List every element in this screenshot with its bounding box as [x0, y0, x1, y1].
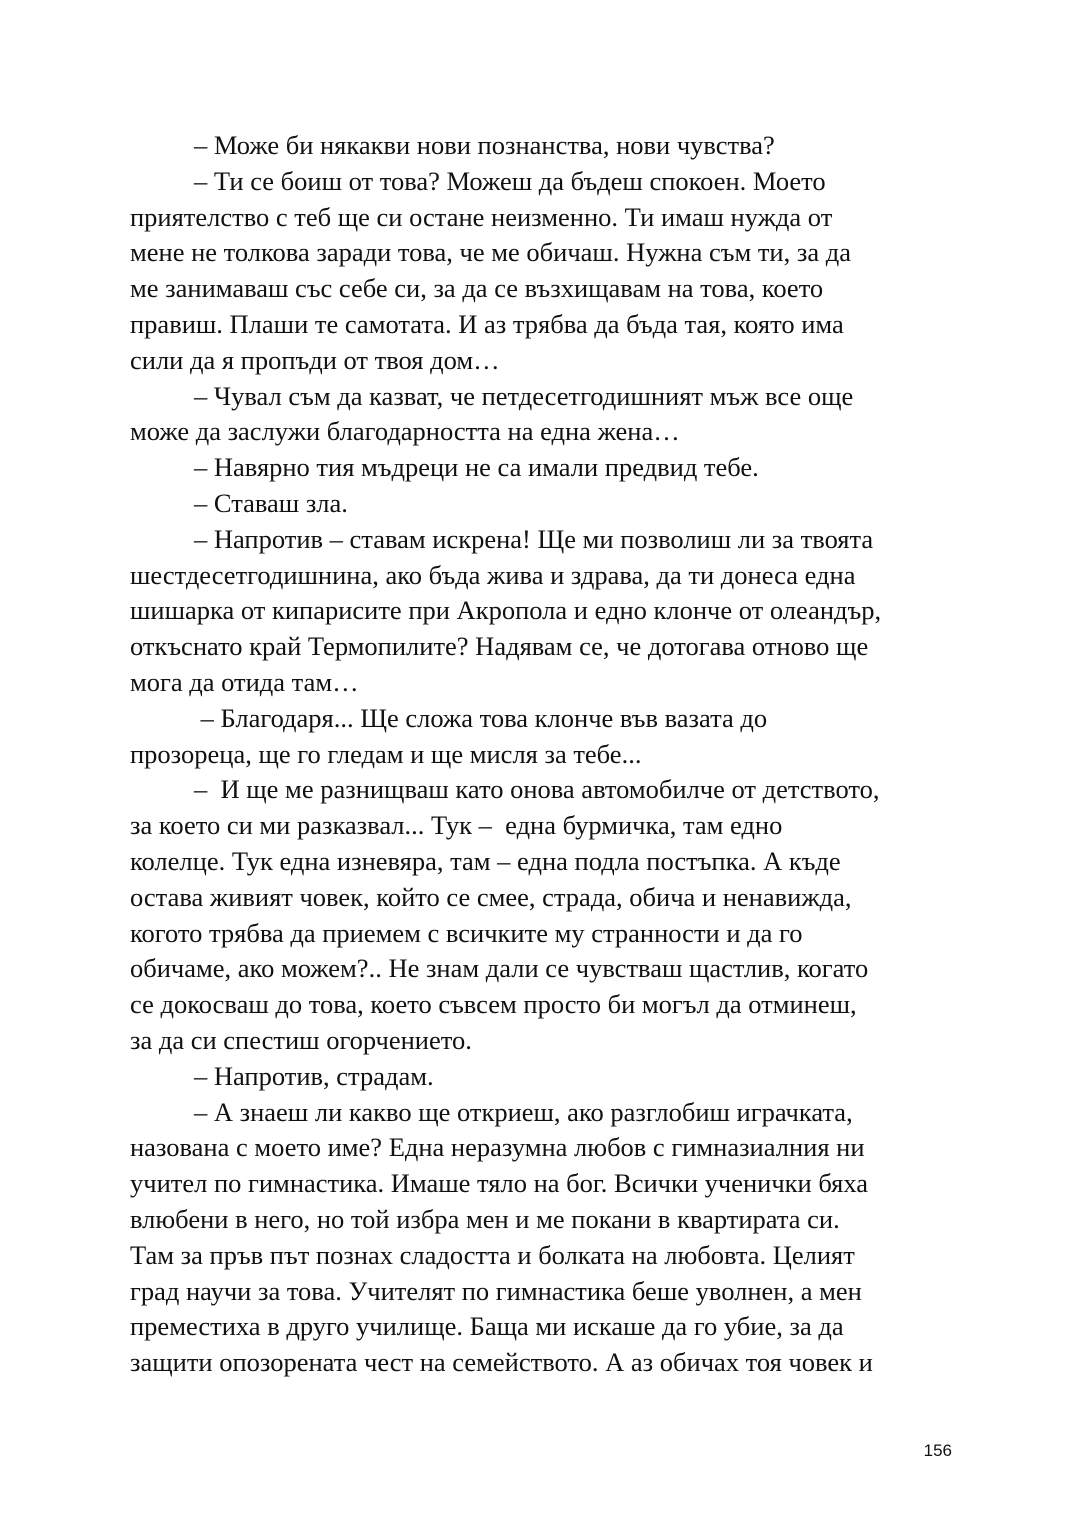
text-line: за да си спестиш огорчението.: [130, 1024, 472, 1055]
body-text: [130, 128, 960, 1381]
text-line: мене не толкова заради това, че ме обичаш. Нужна съм ти, за да: [130, 237, 851, 268]
text-line: – А знаеш ли какво ще откриеш, ако разглобиш играчката,: [194, 1096, 853, 1127]
text-line: за което си ми разказвал... Тук – една бурмичка, там едно: [130, 810, 783, 841]
text-line: – Ти се боиш от това? Можеш да бъдеш спокоен. Моето: [194, 165, 826, 196]
text-line: обичаме, ако можем?.. Не знам дали се чувстваш щастлив, когато: [130, 953, 869, 984]
text-line: ме занимаваш със себе си, за да се възхищавам на това, което: [130, 273, 824, 304]
text-line: шишарка от кипарисите при Акропола и едно клонче от олеандър,: [130, 595, 882, 626]
text-line: остава живият човек, който се смее, страда, обича и ненавижда,: [130, 881, 852, 912]
text-line: откъснато край Термопилите? Надявам се, че дотогава отново ще: [130, 631, 869, 662]
text-line: назована с моето име? Една неразумна любов с гимназиалния ни: [130, 1132, 865, 1163]
text-line: преместиха в друго училище. Баща ми искаше да го убие, за да: [130, 1311, 844, 1342]
text-line: – Напротив, страдам.: [194, 1060, 434, 1091]
text-line: шестдесетгодишнина, ако бъда жива и здрава, да ти донеса една: [130, 559, 856, 590]
text-line: мога да отида там…: [130, 666, 359, 697]
page-number: 156: [923, 1441, 952, 1460]
text-line: влюбени в него, но той избра мен и ме покани в квартирата си.: [130, 1203, 840, 1234]
text-line: правиш. Плаши те самотата. И аз трябва да бъда тая, която има: [130, 308, 844, 339]
text-line: защити опозорената чест на семейството. А аз обичах тоя човек и: [130, 1347, 873, 1378]
text-line: се докосваш до това, което съвсем просто би могъл да отминеш,: [130, 989, 857, 1020]
text-line: учител по гимнастика. Имаше тяло на бог. Всички ученички бяха: [130, 1168, 869, 1199]
text-line: когото трябва да приемем с всичките му странности и да го: [130, 917, 803, 948]
text-line: – И ще ме разнищваш като онова автомобилче от детството,: [194, 774, 880, 805]
text-line: може да заслужи благодарността на една жена…: [130, 416, 680, 447]
text-line: прозореца, ще го гледам и ще мисля за тебе...: [130, 738, 642, 769]
text-line: – Навярно тия мъдреци не са имали предвид тебе.: [194, 452, 759, 483]
text-line: град научи за това. Учителят по гимнастика беше уволнен, а мен: [130, 1275, 862, 1306]
text-line: – Ставаш зла.: [194, 487, 348, 518]
text-line: – Чувал съм да казват, че петдесетгодишният мъж все още: [194, 380, 854, 411]
text-line: – Благодаря... Ще сложа това клонче във вазата до: [194, 702, 768, 733]
text-line: Там за пръв път познах сладостта и болката на любовта. Целият: [130, 1239, 855, 1270]
text-line: – Може би някакви нови познанства, нови чувства?: [194, 130, 775, 160]
text-line: – Напротив – ставам искрена! Ще ми позволиш ли за твоята: [194, 523, 874, 554]
text-line: приятелство с теб ще си остане неизменно. Ти имаш нужда от: [130, 201, 833, 232]
text-line: сили да я пропъди от твоя дом…: [130, 344, 500, 375]
text-line: колелце. Тук една изневяра, там – една подла постъпка. А къде: [130, 845, 841, 876]
